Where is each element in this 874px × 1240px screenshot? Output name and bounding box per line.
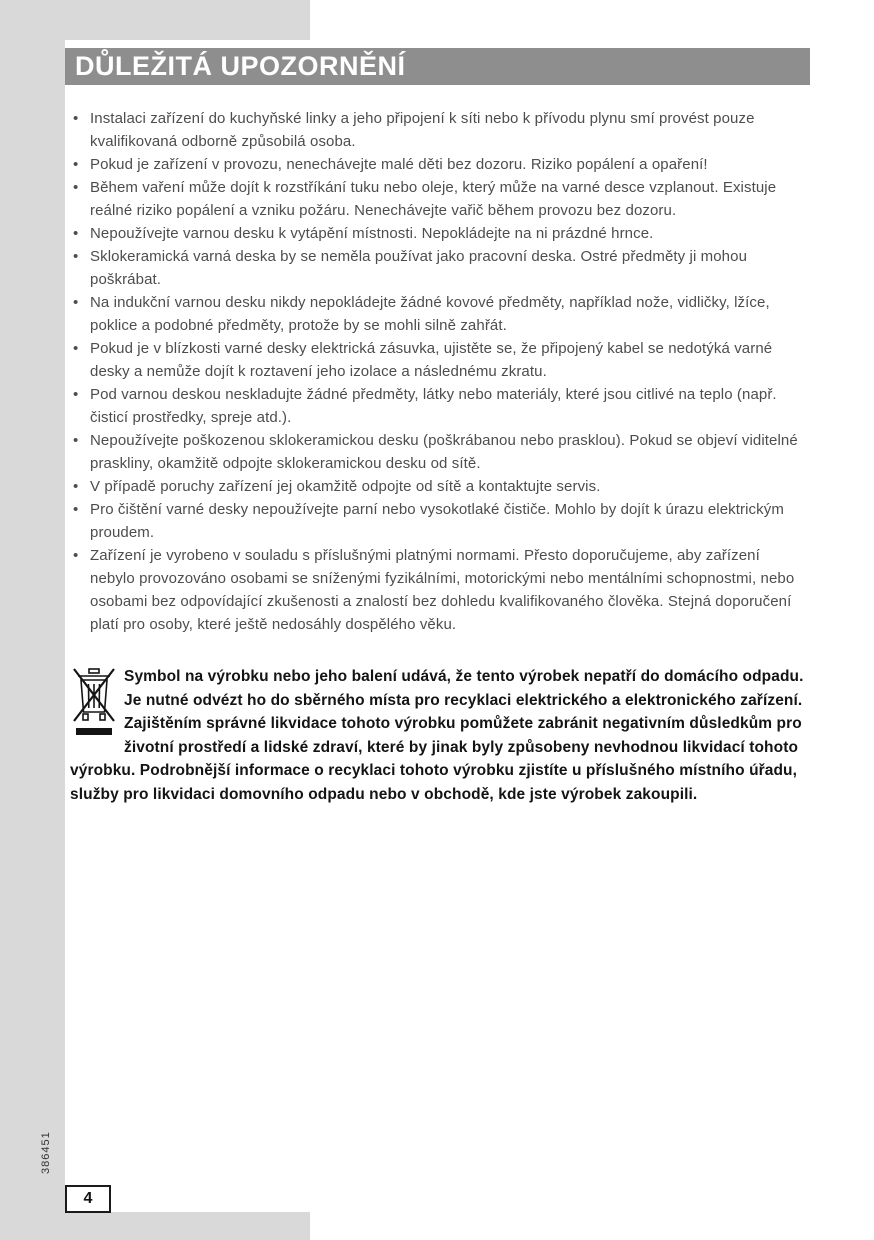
warning-item-7: • Pokud je v blízkosti varné desky elektrická zásuvka, ujistěte se, že připojený kabel se nedotýká varné desky a nemůže dojít k roztavení jeho izolace a následnému zkratu. <box>70 337 808 383</box>
warning-item-3: • Během vaření může dojít k rozstříkání tuku nebo oleje, který může na varné desce vzplanout. Existuje reálné riziko popálení a vzniku požáru. Nenechávejte vařič během provozu bez dozoru. <box>70 176 808 222</box>
warning-item-2: • Pokud je zařízení v provozu, nenechávejte malé děti bez dozoru. Riziko popálení a opaření! <box>70 153 808 176</box>
warning-item-1: • Instalaci zařízení do kuchyňské linky a jeho připojení k síti nebo k přívodu plynu smí provést pouze kvalifikovaná odborně způsobilá osoba. <box>70 107 808 153</box>
content-area <box>70 107 808 806</box>
left-margin-band <box>0 0 65 1240</box>
weee-notice <box>70 665 808 806</box>
warning-item-5: • Sklokeramická varná deska by se neměla používat jako pracovní deska. Ostré předměty ji mohou poškrábat. <box>70 245 808 291</box>
document-code: 386451 <box>40 1131 52 1174</box>
warning-list <box>70 107 808 636</box>
page-number-label: 4 <box>83 1190 93 1207</box>
warning-item-8: • Pod varnou deskou neskladujte žádné předměty, látky nebo materiály, které jsou citlivé na teplo (např. čisticí prostředky, spreje atd.). <box>70 383 808 429</box>
top-margin-band <box>0 0 310 40</box>
warning-item-9: • Nepoužívejte poškozenou sklokeramickou desku (poškrábanou nebo prasklou). Pokud se objeví viditelné praskliny, okamžitě odpojte sklokeramickou desku od sítě. <box>70 429 808 475</box>
page-title: DŮLEŽITÁ UPOZORNĚNÍ <box>75 51 406 81</box>
page-number-box <box>65 1185 111 1213</box>
section-title-bar <box>65 48 810 85</box>
weee-crossed-bin-icon <box>72 667 116 739</box>
warning-item-12: • Zařízení je vyrobeno v souladu s příslušnými platnými normami. Přesto doporučujeme, aby zařízení nebylo provozováno osobami se sníženými fyzikálními, motorickými nebo mentálními schopnostmi, nebo osobami bez odpovídající zkušenosti a znalostí bez dohledu kvalifikovaného člověka. Stejná doporučení platí pro osoby, které ještě nedosáhly dospělého věku. <box>70 544 808 636</box>
warning-item-4: • Nepoužívejte varnou desku k vytápění místnosti. Nepokládejte na ni prázdné hrnce. <box>70 222 808 245</box>
warning-item-6: • Na indukční varnou desku nikdy nepokládejte žádné kovové předměty, například nože, vidličky, lžíce, poklice a podobné předměty, protože by se mohli silně zahřát. <box>70 291 808 337</box>
warning-item-10: • V případě poruchy zařízení jej okamžitě odpojte od sítě a kontaktujte servis. <box>70 475 808 498</box>
weee-text: Symbol na výrobku nebo jeho balení udává, že tento výrobek nepatří do domácího odpadu. Je nutné odvézt ho do sběrného místa pro recyklaci elektrického a elektronického zařízení. Zajištěním správné likvidace tohoto výrobku pomůžete zabránit negativním důsledkům pro životní prostředí a lidské zdraví, které by jinak byly způsobeny nevhodnou likvidací tohoto výrobku. Podrobnější informace o recyklaci tohoto výrobku zjistíte u příslušného místního úřadu, služby pro likvidaci domovního odpadu nebo v obchodě, kde jste výrobek zakoupili. <box>70 668 804 803</box>
warning-item-11: • Pro čištění varné desky nepoužívejte parní nebo vysokotlaké čističe. Mohlo by dojít k úrazu elektrickým proudem. <box>70 498 808 544</box>
bottom-margin-band <box>0 1212 310 1240</box>
